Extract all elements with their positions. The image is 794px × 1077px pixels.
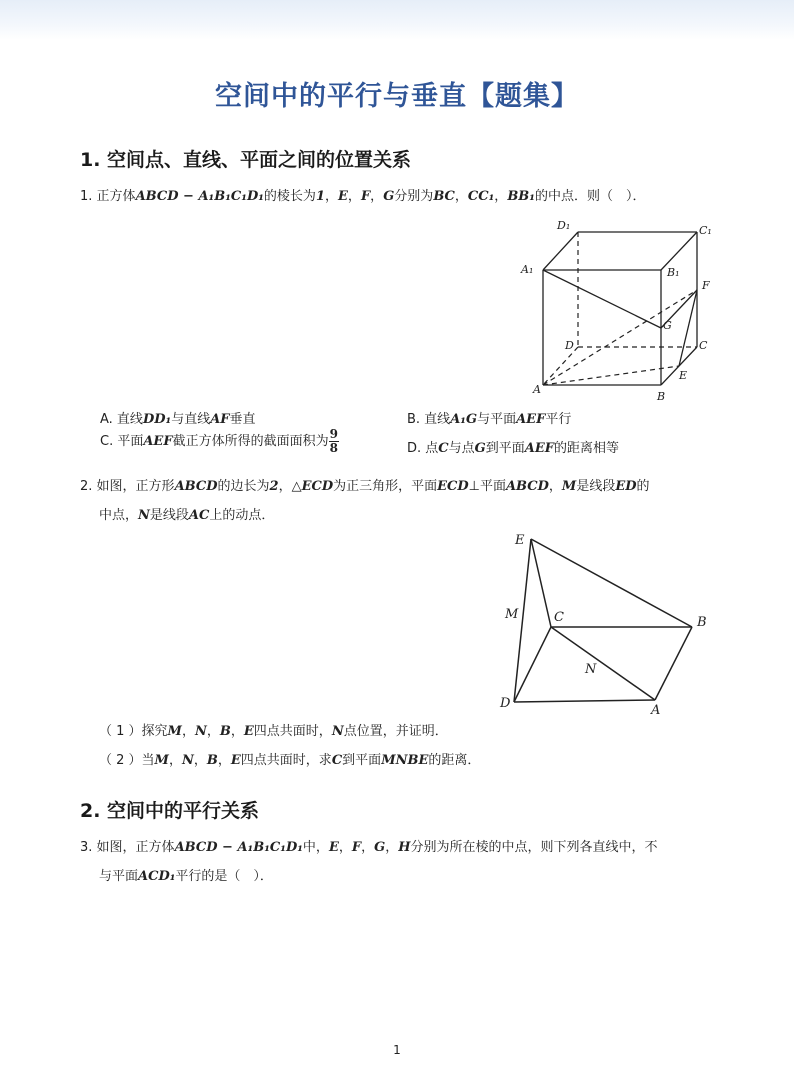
q3-stem-line1: 3. 如图，正方体ABCD − A₁B₁C₁D₁中，E，F，G，H分别为所在棱的中点，则下列各直线中，不	[80, 840, 658, 855]
section-heading-1: 1. 空间点、直线、平面之间的位置关系	[80, 149, 412, 171]
pyramid-figure-q2	[495, 525, 720, 720]
cube-figure-q1	[515, 212, 725, 407]
q3-stem-line2: 与平面ACD₁平行的是（ ）．	[99, 869, 273, 884]
fig1-label-B: B	[657, 390, 666, 403]
fig1-label-E: E	[679, 369, 688, 382]
q2-stem-line2: 中点，N是线段AC上的动点．	[99, 508, 275, 523]
fig2-label-N: N	[585, 662, 597, 677]
q1-option-b[interactable]: B. 直线A₁G与平面AEF平行	[407, 412, 572, 427]
q1-stem: 1. 正方体ABCD − A₁B₁C₁D₁的棱长为1，E，F，G分别为BC，CC₁，BB₁的中点．则（ ）．	[80, 189, 646, 204]
fig1-label-A: A	[533, 383, 541, 396]
fraction-9-8: $\frac{9}{8}$	[329, 427, 338, 455]
q2-subquestion-2: （ 2 ）当M，N，B，E四点共面时，求C到平面MNBE的距离．	[99, 753, 481, 768]
fig1-label-A1: A₁	[521, 263, 534, 276]
q2-subquestion-1: （ 1 ）探究M，N，B，E四点共面时，N点位置，并证明．	[99, 724, 448, 739]
q2-stem-line1: 2. 如图，正方形ABCD的边长为2，△ECD为正三角形，平面ECD⊥平面ABCD，M是线段ED的	[80, 479, 650, 494]
fig1-label-D1: D₁	[557, 219, 571, 232]
fig2-label-C: C	[554, 610, 564, 625]
fig2-label-B: B	[697, 615, 707, 630]
fig2-label-A: A	[651, 703, 661, 718]
fig1-label-C: C	[699, 339, 708, 352]
fig1-label-B1: B₁	[667, 266, 680, 279]
fig2-label-E: E	[515, 533, 525, 548]
q1-option-d[interactable]: D. 点C与点G到平面AEF的距离相等	[407, 441, 620, 456]
q1-option-c[interactable]: C. 平面AEF截正方体所得的截面面积为 $\frac{9}{8}$	[100, 427, 338, 455]
fig1-label-F: F	[702, 279, 710, 292]
fig1-label-D: D	[565, 339, 574, 352]
fig1-label-C1: C₁	[699, 224, 712, 237]
fig2-label-M: M	[505, 607, 519, 622]
page-title: 空间中的平行与垂直【题集】	[215, 81, 579, 112]
header-band	[0, 0, 794, 40]
section-heading-2: 2. 空间中的平行关系	[80, 800, 260, 822]
page-number: 1	[393, 1043, 401, 1057]
q1-option-a[interactable]: A. 直线DD₁与直线AF垂直	[100, 412, 256, 427]
fig2-label-D: D	[500, 696, 511, 711]
fig1-label-G: G	[663, 319, 672, 332]
